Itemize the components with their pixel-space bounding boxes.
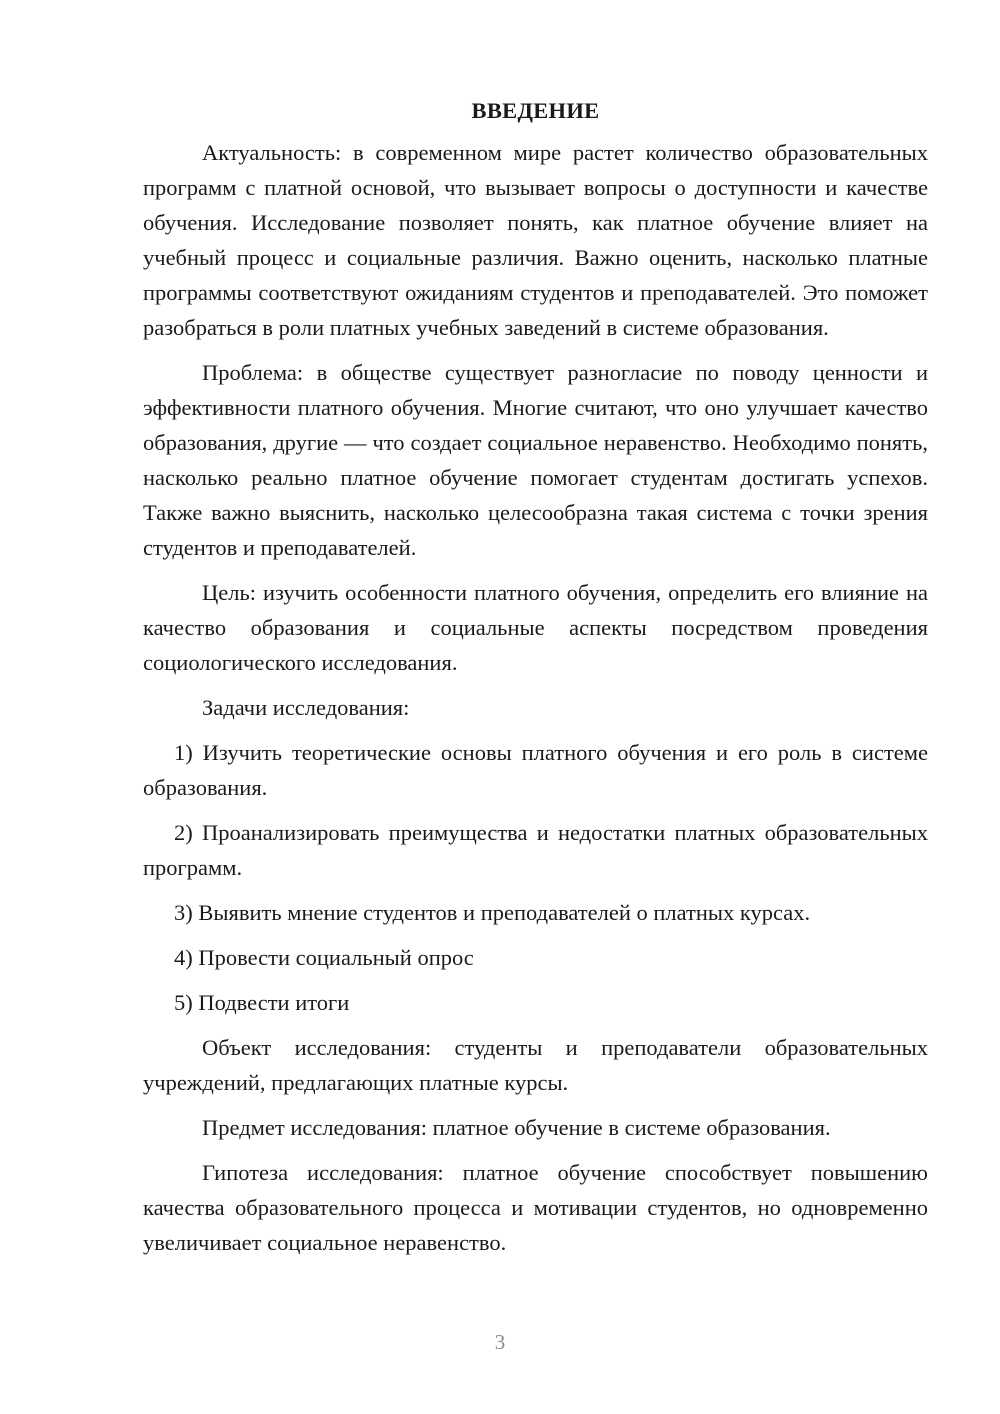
paragraph-hypothesis: Гипотеза исследования: платное обучение способствует повышению качества образовательного процесса и мотивации студентов, но одновременно увеличивает социальное неравенство.: [143, 1160, 928, 1255]
list-item-task-5: 5) Подвести итоги: [174, 990, 350, 1015]
tasks-heading: Задачи исследования:: [202, 695, 410, 720]
document-page: [143, 96, 928, 1270]
list-item-task-2: 2) Проанализировать преимущества и недостатки платных образовательных программ.: [143, 820, 928, 880]
paragraph-relevance: Актуальность: в современном мире растет количество образовательных программ с платной основой, что вызывает вопросы о доступности и качестве обучения. Исследование позволяет понять, как платное обучение влияет на учебный процесс и социальные различия. Важно оценить, насколько платные программы соответствуют ожиданиям студентов и преподавателей. Это поможет разобраться в роли платных учебных заведений в системе образования.: [143, 140, 928, 340]
page-number: 3: [494, 1330, 506, 1354]
paragraph-goal: Цель: изучить особенности платного обучения, определить его влияние на качество образования и социальные аспекты посредством проведения социологического исследования.: [143, 580, 928, 675]
list-item-task-4: 4) Провести социальный опрос: [174, 945, 474, 970]
list-item-task-1: 1) Изучить теоретические основы платного обучения и его роль в системе образования.: [143, 740, 928, 800]
paragraph-object: Объект исследования: студенты и преподаватели образовательных учреждений, предлагающих платные курсы.: [143, 1035, 928, 1095]
list-item-task-3: 3) Выявить мнение студентов и преподавателей о платных курсах.: [174, 900, 811, 925]
paragraph-problem: Проблема: в обществе существует разногласие по поводу ценности и эффективности платного обучения. Многие считают, что оно улучшает качество образования, другие — что создает социальное неравенство. Необходимо понять, насколько реально платное обучение помогает студентам достигать успехов. Также важно выяснить, насколько целесообразна такая система с точки зрения студентов и преподавателей.: [143, 360, 928, 560]
paragraph-subject: Предмет исследования: платное обучение в системе образования.: [202, 1115, 831, 1140]
page-title: ВВЕДЕНИЕ: [471, 98, 600, 123]
